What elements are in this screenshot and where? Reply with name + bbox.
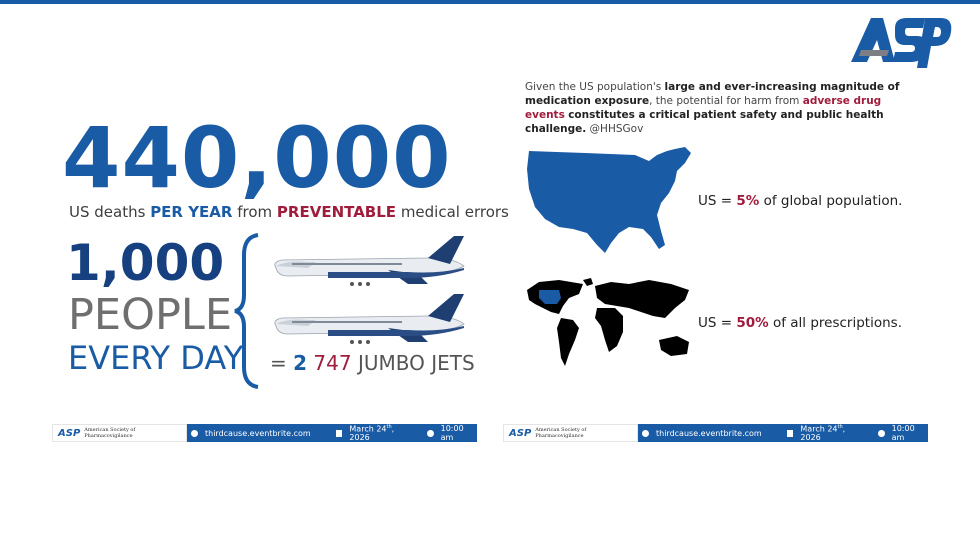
- per-year-highlight: PER YEAR: [150, 203, 233, 221]
- jumbo-jet-icon: [268, 290, 468, 350]
- event-date: March 24th, 2026: [349, 423, 395, 443]
- us-prescriptions-stat: US = 50% of all prescriptions.: [698, 315, 902, 331]
- hhs-handle: @HHSGov: [586, 123, 644, 135]
- event-time: 10:00 am: [891, 424, 915, 442]
- globe-icon: [641, 429, 650, 438]
- event-url[interactable]: thirdcause.eventbrite.com: [656, 428, 762, 438]
- world-map-icon: [525, 278, 697, 370]
- footer-asp-logo: ASP: [509, 427, 532, 439]
- jumbo-jet-icon: [268, 232, 468, 292]
- calendar-icon: [335, 429, 344, 438]
- clock-icon: [426, 429, 435, 438]
- curly-brace: [232, 233, 262, 389]
- people-count: 1,000: [66, 234, 225, 292]
- jet-model: 747: [313, 351, 352, 375]
- event-url[interactable]: thirdcause.eventbrite.com: [205, 428, 311, 438]
- asp-logo: [845, 10, 955, 72]
- us-population-stat: US = 5% of global population.: [698, 193, 903, 209]
- top-accent-bar: [0, 0, 980, 4]
- adverse-drug-events-highlight: adverse drug events: [525, 95, 882, 121]
- event-footer-left: [52, 424, 477, 442]
- footer-brand: ASP American Society of Pharmacovigilance: [52, 424, 187, 442]
- preventable-highlight: PREVENTABLE: [276, 203, 397, 221]
- deaths-caption: US deaths PER YEAR from PREVENTABLE medical errors: [69, 203, 509, 221]
- footer-brand: ASP American Society of Pharmacovigilance: [503, 424, 638, 442]
- clock-icon: [877, 429, 886, 438]
- hhs-quote: Given the US population's large and ever-increasing magnitude of medication exposure, the potential for harm from adverse drug events constitutes a critical patient safety and public health challenge. @HHSGov: [525, 81, 900, 135]
- asp-logo-mark: [851, 18, 951, 68]
- us-map-icon: [525, 145, 697, 255]
- jets-count: 2: [293, 351, 308, 375]
- every-day: EVERY DAY: [68, 339, 244, 377]
- deaths-count: 440,000: [62, 109, 452, 207]
- footer-asp-logo: ASP: [58, 427, 81, 439]
- event-time: 10:00 am: [440, 424, 464, 442]
- people-word: PEOPLE: [68, 290, 233, 340]
- globe-icon: [190, 429, 199, 438]
- calendar-icon: [786, 429, 795, 438]
- jumbo-jets-caption: = 2 747 JUMBO JETS: [270, 351, 475, 375]
- event-date: March 24th, 2026: [800, 423, 846, 443]
- event-footer-right: [503, 424, 928, 442]
